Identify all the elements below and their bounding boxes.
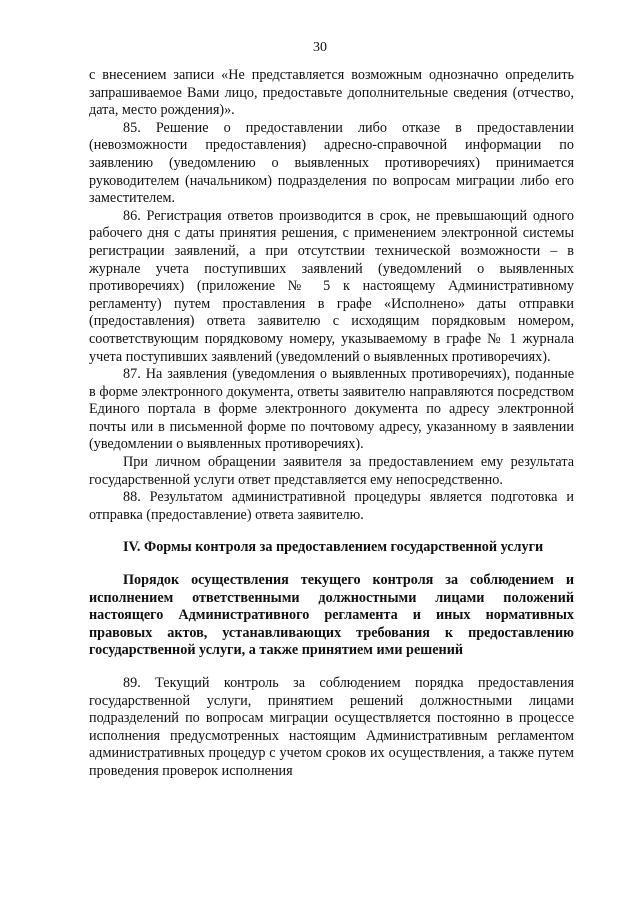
paragraph-personal-request: При личном обращении заявителя за предоставлением ему результата государственной услуги ответ представляется ему непосредственно. <box>89 454 574 488</box>
paragraph-87: 87. На заявления (уведомления о выявленных противоречиях), поданные в форме электронного документа, ответы заявителю направляются посредством Единого портала в форме электронного документа по адресу электронной почты или в письменной форме по почтовому адресу, указанному в заявлении (уведомлении о выявленных противоречиях). <box>89 366 574 453</box>
page-number: 30 <box>313 40 327 55</box>
paragraph-89: 89. Текущий контроль за соблюдением порядка предоставления государственной услуги, принятием решений должностными лицами подразделений по вопросам миграции осуществляется постоянно в процессе исполнения предусмотренных настоящим Административным регламентом административных процедур с учетом сроков их осуществления, а также путем проведения проверок исполнения <box>89 675 574 779</box>
sub-heading: Порядок осуществления текущего контроля за соблюдением и исполнением ответственными должностными лицами положений настоящего Административного регламента и иных нормативных правовых актов, устанавливающих требования к предоставлению государственной услуги, а также принятием ими решений <box>89 572 574 659</box>
document-body <box>89 67 574 781</box>
paragraph-86: 86. Регистрация ответов производится в срок, не превышающий одного рабочего дня с даты принятия решения, с применением электронной системы регистрации заявлений, а при отсутствии технической возможности – в журнале учета поступивших заявлений (уведомлений о выявленных противоречиях) (приложение № 5 к настоящему Административному регламенту) путем проставления в графе «Исполнено» даты отправки (предоставления) ответа заявителю с исходящим порядковым номером, соответствующим порядковому номеру, указываемому в графе № 1 журнала учета поступивших заявлений (уведомлений о выявленных противоречиях). <box>89 207 574 365</box>
paragraph-88: 88. Результатом административной процедуры является подготовка и отправка (предоставление) ответа заявителю. <box>89 489 574 523</box>
paragraph-85: 85. Решение о предоставлении либо отказе в предоставлении (невозможности предоставления) адресно-справочной информации по заявлению (уведомлению о выявленных противоречиях) принимается руководителем (начальником) подразделения по вопросам миграции либо его заместителем. <box>89 119 574 207</box>
section-heading: IV. Формы контроля за предоставлением государственной услуги <box>123 539 544 556</box>
paragraph-continuation: с внесением записи «Не представляется возможным однозначно определить запрашиваемое Вами лицо, предоставьте дополнительные сведения (отчество, дата, место рождения)». <box>89 67 574 119</box>
